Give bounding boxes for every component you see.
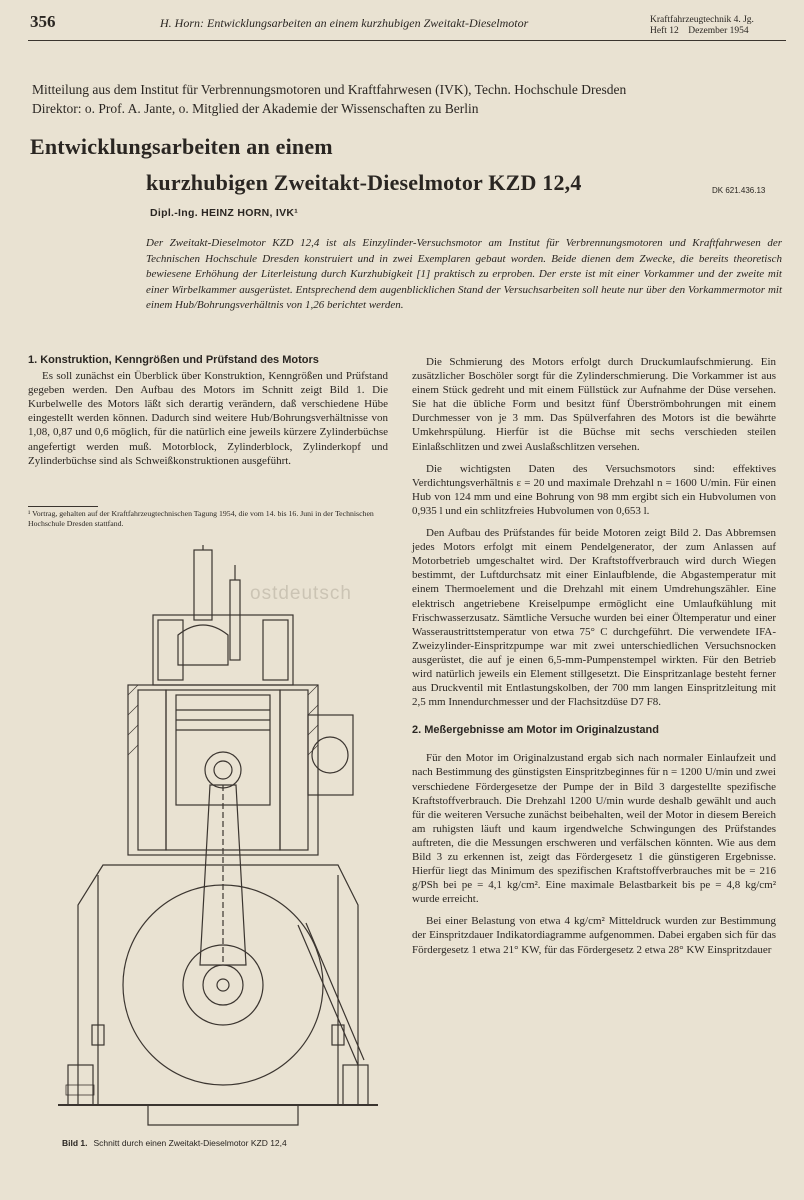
author-line: Dipl.-Ing. HEINZ HORN, IVK¹ bbox=[150, 207, 299, 219]
section-1-heading: 1. Konstruktion, Kenngrößen und Prüfstand des Motors bbox=[28, 354, 319, 366]
right-paragraph-5: Bei einer Belastung von etwa 4 kg/cm² Mitteldruck wurden zur Bestimmung der Einspritzdauer Indikatordiagramme aufgenommen. Dabei ergaben sich für das Fördergesetz 1 etwa 21° KW, für das Fördergesetz 2 etwa 28° KW Einspritzdauer bbox=[412, 915, 776, 956]
crankcase bbox=[78, 865, 358, 1105]
dipstick bbox=[298, 925, 358, 1065]
dk-classification: DK 621.436.13 bbox=[712, 186, 766, 195]
journal-info bbox=[650, 15, 754, 37]
institute-line-1: Mitteilung aus dem Institut für Verbrennungsmotoren und Kraftfahrwesen (IVK), Techn. Hochschule Dresden bbox=[32, 82, 627, 97]
right-paragraph-2: Die wichtigsten Daten des Versuchsmotors sind: effektives Verdichtungsverhältnis ε = 20 und maximale Drehzahl n = 1600 U/min. Für einen Hub von 124 mm und eine Bohrung von 98 mm ergibt sich ein Hubvolumen von 0,935 l und ein schlitzfreies Hubvolumen von 0,653 l. bbox=[412, 462, 776, 517]
abstract bbox=[146, 236, 782, 314]
oil-sump bbox=[148, 1105, 298, 1125]
footnote: ¹ Vortrag, gehalten auf der Kraftfahrzeugtechnischen Tagung 1954, die vom 14. bis 16. Juni in der Technischen Hochschule Dresden stattfand. bbox=[28, 509, 374, 528]
institute-note bbox=[32, 80, 784, 118]
right-column bbox=[412, 355, 776, 965]
footnote-rule bbox=[28, 506, 98, 507]
article-title-line-1: Entwicklungsarbeiten an einem bbox=[30, 134, 333, 159]
piston-pin bbox=[205, 752, 241, 788]
header-rule bbox=[28, 40, 786, 41]
figure-label: Bild 1. bbox=[62, 1138, 88, 1148]
engine-cross-section-drawing bbox=[58, 545, 378, 1130]
right-paragraph-4: Für den Motor im Originalzustand ergab sich nach normaler Einlaufzeit und nach Bestimmung des günstigsten Einspritzbeginnes für n = 1200 U/min und zwei verschiedene Fördergesetze der Pumpe der in Bild 3 dargestellte spezifische Kraftstoffverbrauch. Die Drehzahl 1200 U/min wurde deshalb gewählt und auch für die weiteren Versuche zunächst beibehalten, weil der Motor in diesem Bereich am ruhigsten läuft und kaum irgendwelche Schwingungen des Prüfstandes auftreten, die die Messungen erschweren und verfälschen könnten. Wie aus dem Bild 3 zu erkennen ist, zeigt das Fördergesetz 1 die günstigeren Ergebnisse. Hierfür liegt das Minimum des spezifischen Kraftstoffverbrauches mit be = 216 g/PSh bei pe = 4,1 kg/cm². Eine maximale Belastbarkeit bis pe = 4,8 kg/cm² wurde erreicht. bbox=[412, 752, 776, 906]
section-2-heading: 2. Meßergebnisse am Motor im Originalzustand bbox=[412, 724, 659, 737]
glow-plug bbox=[230, 580, 240, 660]
journal-line-2: Heft 12 Dezember 1954 bbox=[650, 26, 749, 36]
prechamber bbox=[178, 625, 228, 665]
right-paragraph-1: Die Schmierung des Motors erfolgt durch Druckumlaufschmierung. Ein zusätzlicher Boschöler sorgt für die Zylinderschmierung. Die Vorkammer ist aus einem Stück gedreht und mit einem Füllstück zur Aufnahme der Düse versehen. Sie hat die übliche Form und besitzt fünf Überströmbohrungen mit einem Durchmesser von je 3 mm. Das Spülverfahren des Motors ist die bewährte Umkehrspülung. Hierfür ist die Büchse mit sechs verschieden steilen Einlaßschlitzen und zwei Auslaßschlitzen versehen. bbox=[412, 356, 776, 453]
page-number: 356 bbox=[30, 12, 56, 31]
institute-line-2: Direktor: o. Prof. A. Jante, o. Mitglied der Akademie der Wissenschaften zu Berlin bbox=[32, 101, 479, 116]
section-1-paragraph: Es soll zunächst ein Überblick über Konstruktion, Kenngrößen und Prüfstand gegeben werden. Den Aufbau des Motors im Schnitt zeigt Bild 1. Die Kurbelwelle des Motors läßt sich derartig verändern, daß verschiedene Hübe eingestellt werden können. Dadurch sind weitere Hub/Bohrungsverhältnisse von 1,08, 0,87 und 0,6 möglich, für die natürlich eine jeweils kürzere Zylinderbüchse angefertigt werden muß. Motorblock, Zylinderblock, Zylinderkopf und Zylinderbüchse sind als Schweißkonstruktionen ausgeführt. bbox=[28, 370, 388, 467]
exhaust-flange bbox=[308, 715, 353, 795]
running-title: H. Horn: Entwicklungsarbeiten an einem kurzhubigen Zweitakt-Dieselmotor bbox=[160, 16, 529, 30]
left-column bbox=[28, 353, 388, 468]
cylinder-head bbox=[153, 615, 293, 685]
journal-line-1: Kraftfahrzeugtechnik 4. Jg. bbox=[650, 15, 754, 25]
right-paragraph-3: Den Aufbau des Prüfstandes für beide Motoren zeigt Bild 2. Das Abbremsen jedes Motors erfolgt mit einem Pendelgenerator, der zum Anlassen auf Motorbetrieb umgeschaltet wird. Der Kraftstoffverbrauch wird durch Wiegen bestimmt, der Luftdurchsatz mit einer Einlaufblende, die Abgastemperatur mit einem Thermoelement und die Drehzahl mit einem Umdrehungszähler. Eine elektrisch angetriebene Kreiselpumpe ermöglicht eine Umlaufkühlung mit Frischwasserzusatz. Sämtliche Versuche wurden bei einer Öltemperatur und einer Wasseraustrittstemperatur von etwa 75° C durchgeführt. Die verwendete IFA-Zweizylinder-Einspritzpumpe war mit zwei unterschiedlichen Versuchsnocken ausgerüstet, die auf je einen 6,5-mm-Pumpenstempel wirkten. Für den Betrieb wird natürlich jeweils ein Element stillgesetzt. Die Einspritzanlage besteht ferner aus Druckventil mit Entlastungskolben, der 700 mm langen Einspritzleitung mit 2,5 mm Innendurchmesser und der Flachsitzdüse D7 F8. bbox=[412, 527, 776, 709]
figure-caption-text: Schnitt durch einen Zweitakt-Dieselmotor KZD 12,4 bbox=[93, 1138, 287, 1148]
injector-nozzle bbox=[194, 550, 212, 620]
figure-caption bbox=[62, 1138, 287, 1148]
abstract-text: Der Zweitakt-Dieselmotor KZD 12,4 ist als Einzylinder-Versuchsmotor am Institut für Verbrennungsmotoren und Kraftfahrwesen der Technischen Hochschule Dresden konstruiert und in zwei Exemplaren gebaut worden. Beide dienen dem Zwecke, die bereits theoretisch bewiesene Erhöhung der Literleistung durch Kurzhubigkeit [1] praktisch zu erproben. Der erste ist mit einer Vorkammer und der zweite mit einer Wirbelkammer ausgerüstet. Entsprechend dem augenblicklichen Stand der Versuchsarbeiten soll heute nur über den Vorkammermotor mit einem Hub/Bohrungsverhältnis von 1,26 berichtet werden. bbox=[146, 237, 782, 312]
watermark: ostdeutsch bbox=[250, 583, 352, 604]
article-title-line-2: kurzhubigen Zweitakt-Dieselmotor KZD 12,4 bbox=[146, 170, 582, 195]
